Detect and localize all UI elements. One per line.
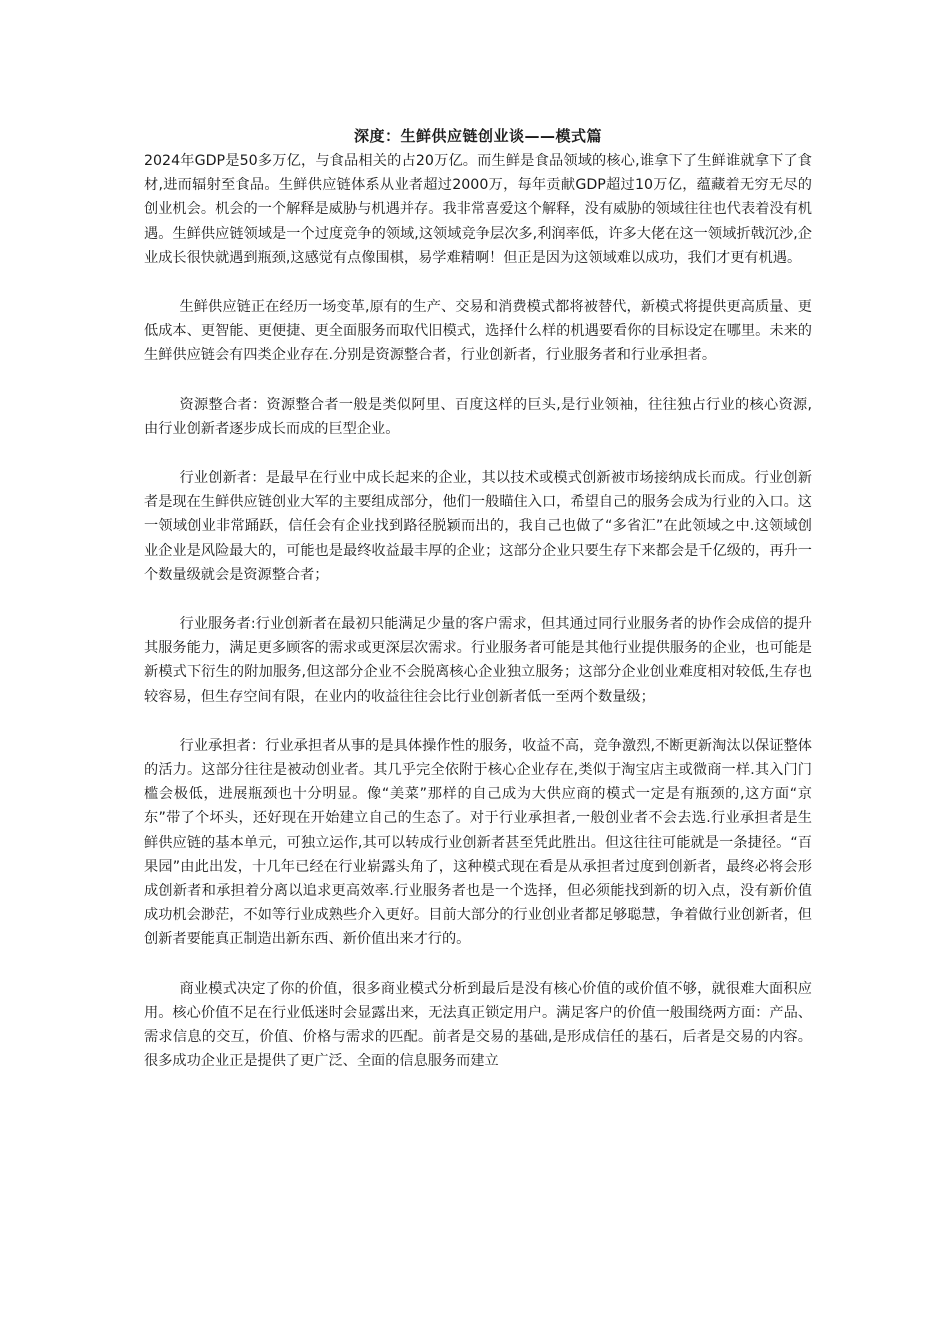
paragraph-transformation: 生鲜供应链正在经历一场变革,原有的生产、交易和消费模式都将被替代，新模式将提供更高质量、更低成本、更智能、更便捷、更全面服务而取代旧模式，选择什么样的机遇要看你的目标设定在哪里。未来的生鲜供应链会有四类企业存在.分别是资源整合者，行业创新者，行业服务者和行业承担者。 xyxy=(144,299,812,364)
paragraph-resource-integrator: 资源整合者：资源整合者一般是类似阿里、百度这样的巨头,是行业领袖，往往独占行业的核心资源,由行业创新者逐步成长而成的巨型企业。 xyxy=(144,396,812,437)
document-title: 深度：生鲜供应链创业谈——模式篇 xyxy=(353,127,602,145)
paragraph-industry-service-provider: 行业服务者:行业创新者在最初只能满足少量的客户需求，但其通过同行业服务者的协作会成倍的提升其服务能力，满足更多顾客的需求或更深层次需求。行业服务者可能是其他行业提供服务的企业，也可能是新模式下衍生的附加服务,但这部分企业不会脱离核心企业独立服务；这部分企业创业难度相对较低,生存也较容易，但生存空间有限，在业内的收益往往会比行业创新者低一至两个数量级； xyxy=(144,616,812,705)
document-page xyxy=(144,124,812,1074)
paragraph-business-model: 商业模式决定了你的价值，很多商业模式分析到最后是没有核心价值的或价值不够，就很难大面积应用。核心价值不足在行业低迷时会显露出来，无法真正锁定用户。满足客户的价值一般围绕两方面：产品、需求信息的交互，价值、价格与需求的匹配。前者是交易的基础,是形成信任的基石，后者是交易的内容。很多成功企业正是提供了更广泛、全面的信息服务而建立 xyxy=(144,980,812,1070)
paragraph-intro: 2024年GDP是50多万亿，与食品相关的占20万亿。而生鲜是食品领域的核心,谁拿下了生鲜谁就拿下了食材,进而辐射至食品。生鲜供应链体系从业者超过2000万，每年贡献GDP超过10万亿，蕴藏着无穷无尽的创业机会。机会的一个解释是威胁与机遇并存。我非常喜爱这个解释，没有威胁的领域往往也代表着没有机遇。生鲜供应链领域是一个过度竞争的领域,这领域竞争层次多,利润率低，许多大佬在这一领域折戟沉沙,企业成长很快就遇到瓶颈,这感觉有点像围棋，易学难精啊！但正是因为这领域难以成功，我们才更有机遇。 xyxy=(144,153,812,266)
paragraph-industry-innovator: 行业创新者：是最早在行业中成长起来的企业，其以技术或模式创新被市场接纳成长而成。行业创新者是现在生鲜供应链创业大军的主要组成部分，他们一般瞄住入口，希望自己的服务会成为行业的入口。这一领域创业非常踊跃，信任会有企业找到路径脱颖而出的，我自己也做了“多省汇”在此领域之中.这领域创业企业是风险最大的，可能也是最终收益最丰厚的企业；这部分企业只要生存下来都会是千亿级的，再升一个数量级就会是资源整合者； xyxy=(144,470,812,583)
paragraph-industry-undertaker: 行业承担者：行业承担者从事的是具体操作性的服务，收益不高，竞争激烈,不断更新淘汰以保证整体的活力。这部分往往是被动创业者。其几乎完全依附于核心企业存在,类似于淘宝店主或微商一样.其入门门槛会极低，进展瓶颈也十分明显。像“美菜”那样的自己成为大供应商的模式一定是有瓶颈的,这方面“京东”带了个坏头，还好现在开始建立自己的生态了。对于行业承担者,一般创业者不会去选.行业承担者是生鲜供应链的基本单元，可独立运作,其可以转成行业创新者甚至凭此胜出。但这往往可能就是一条捷径。“百果园”由此出发，十几年已经在行业崭露头角了，这种模式现在看是从承担者过度到创新者，最终必将会形成创新者和承担着分离以追求更高效率.行业服务者也是一个选择，但必须能找到新的切入点，没有新价值成功机会渺茫，不如等行业成熟些介入更好。目前大部分的行业创业者都足够聪慧，争着做行业创新者，但创新者要能真正制造出新东西、新价值出来才行的。 xyxy=(144,737,812,948)
